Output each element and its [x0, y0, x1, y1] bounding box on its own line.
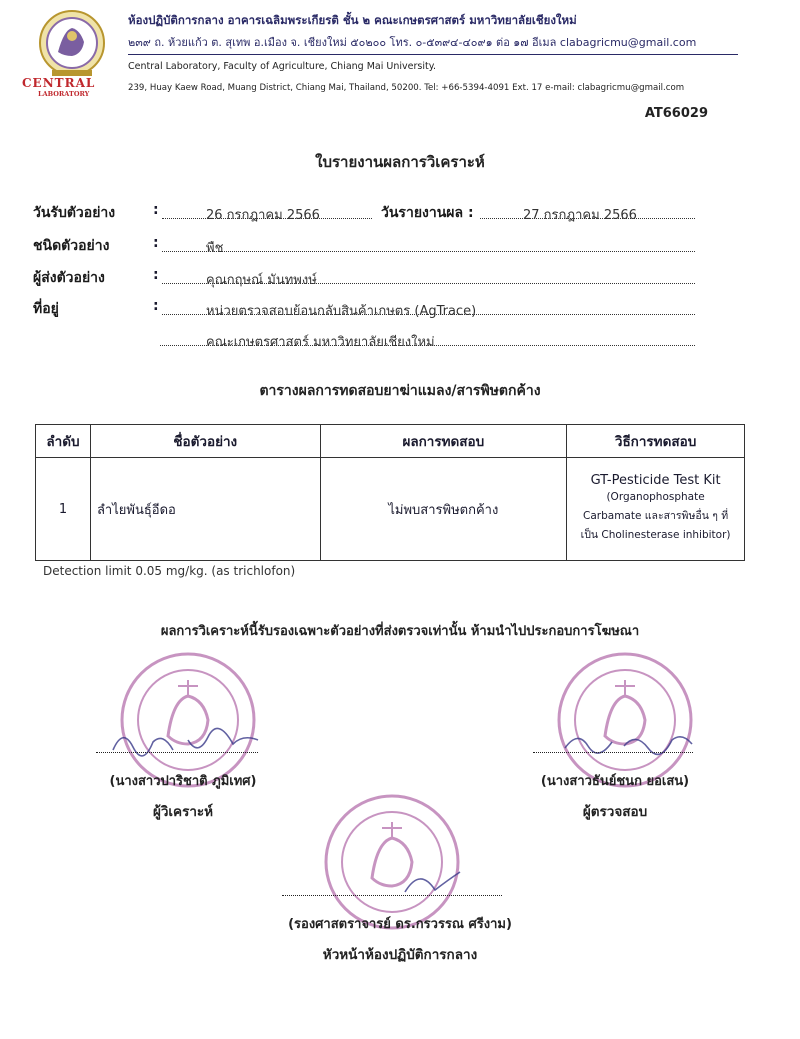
checker-role: ผู้ตรวจสอบ [582, 804, 648, 820]
results-table-title: ตารางผลการทดสอบยาฆ่าแมลง/สารพิษตกค้าง [259, 383, 541, 399]
method-sub-2: Carbamate และสารพิษอื่น ๆ ที่ [583, 510, 729, 522]
cell-sample-name: ลำไยพันธุ์อีดอ [90, 458, 320, 561]
head-signature [400, 862, 480, 906]
sender-value: คุณกฤษณ์ มันทพงษ์ [206, 273, 317, 288]
sample-type-colon: : [153, 235, 159, 251]
lab-name-thai: ห้องปฏิบัติการกลาง อาคารเฉลิมพระเกียรติ ชั้น ๒ คณะเกษตรศาสตร์ มหาวิทยาลัยเชียงใหม่ [128, 13, 577, 27]
table-row [36, 458, 745, 561]
sample-type-value: พืช [206, 241, 224, 256]
lab-address-english: 239, Huay Kaew Road, Muang District, Chiang Mai, Thailand, 50200. Tel: +66-5394-4091 Ext. 17 e-mail: clabagricmu@gmail.com [128, 83, 685, 93]
header-divider [128, 54, 738, 55]
logo-text-central: CENTRAL [22, 76, 96, 90]
cell-method [567, 458, 745, 561]
header-method: วิธีการทดสอบ [567, 425, 745, 458]
document-number: AT66029 [644, 106, 708, 121]
report-date-value: 27 กรกฎาคม 2566 [523, 208, 637, 223]
sample-type-dots [162, 251, 695, 252]
detection-limit-note: Detection limit 0.05 mg/kg. (as trichlofon) [43, 564, 296, 578]
report-title: ใบรายงานผลการวิเคราะห์ [315, 153, 485, 171]
received-date-colon: : [153, 202, 159, 218]
results-table [35, 424, 745, 561]
cell-result: ไม่พบสารพิษตกค้าง [320, 458, 567, 561]
checker-signature [560, 722, 700, 766]
method-sub-3: เป็น Cholinesterase inhibitor) [580, 529, 731, 541]
analyst-sign-line [96, 752, 258, 753]
address-line-1: หน่วยตรวจสอบย้อนกลับสินค้าเกษตร (AgTrace) [206, 304, 477, 319]
head-role: หัวหน้าห้องปฏิบัติการกลาง [322, 947, 478, 963]
sender-label: ผู้ส่งตัวอย่าง [33, 270, 105, 286]
sender-colon: : [153, 267, 159, 283]
head-name: (รองศาสตราจารย์ ดร.กรวรรณ ศรีงาม) [288, 917, 512, 932]
lab-address-thai: ๒๓๙ ถ. ห้วยแก้ว ต. สุเทพ อ.เมือง จ. เชียงใหม่ ๕๐๒๐๐ โทร. ๐-๕๓๙๔-๔๐๙๑ ต่อ ๑๗ อีเมล clabagricmu@gmail.com [128, 36, 697, 49]
report-date-label: วันรายงานผล : [381, 205, 474, 221]
logo-text-laboratory: LABORATORY [38, 90, 90, 98]
address-line-2: คณะเกษตรศาสตร์ มหาวิทยาลัยเชียงใหม่ [206, 335, 435, 350]
method-main: GT-Pesticide Test Kit [590, 473, 721, 488]
header-no: ลำดับ [36, 425, 91, 458]
checker-name: (นางสาวธันย์ชนก ยอเสน) [540, 774, 690, 789]
address-label: ที่อยู่ [33, 301, 59, 317]
lab-name-english: Central Laboratory, Faculty of Agriculture, Chiang Mai University. [128, 61, 436, 72]
checker-sign-line [533, 752, 693, 753]
header-result: ผลการทดสอบ [320, 425, 567, 458]
head-sign-line [282, 895, 502, 896]
table-header-row [36, 425, 745, 458]
certification-statement: ผลการวิเคราะห์นี้รับรองเฉพาะตัวอย่างที่ส่งตรวจเท่านั้น ห้ามนำไปประกอบการโฆษณา [160, 624, 640, 639]
analyst-signature [108, 722, 268, 766]
received-date-label: วันรับตัวอย่าง [33, 205, 116, 221]
sample-type-label: ชนิดตัวอย่าง [33, 238, 110, 254]
cell-no: 1 [36, 458, 91, 561]
received-date-value: 26 กรกฎาคม 2566 [206, 208, 320, 223]
method-sub-1: (Organophosphate [606, 491, 705, 503]
header-sample-name: ชื่อตัวอย่าง [90, 425, 320, 458]
address-colon: : [153, 298, 159, 314]
analyst-name: (นางสาวปาริชาติ ภูมิเทศ) [109, 774, 257, 789]
analyst-role: ผู้วิเคราะห์ [152, 804, 214, 820]
